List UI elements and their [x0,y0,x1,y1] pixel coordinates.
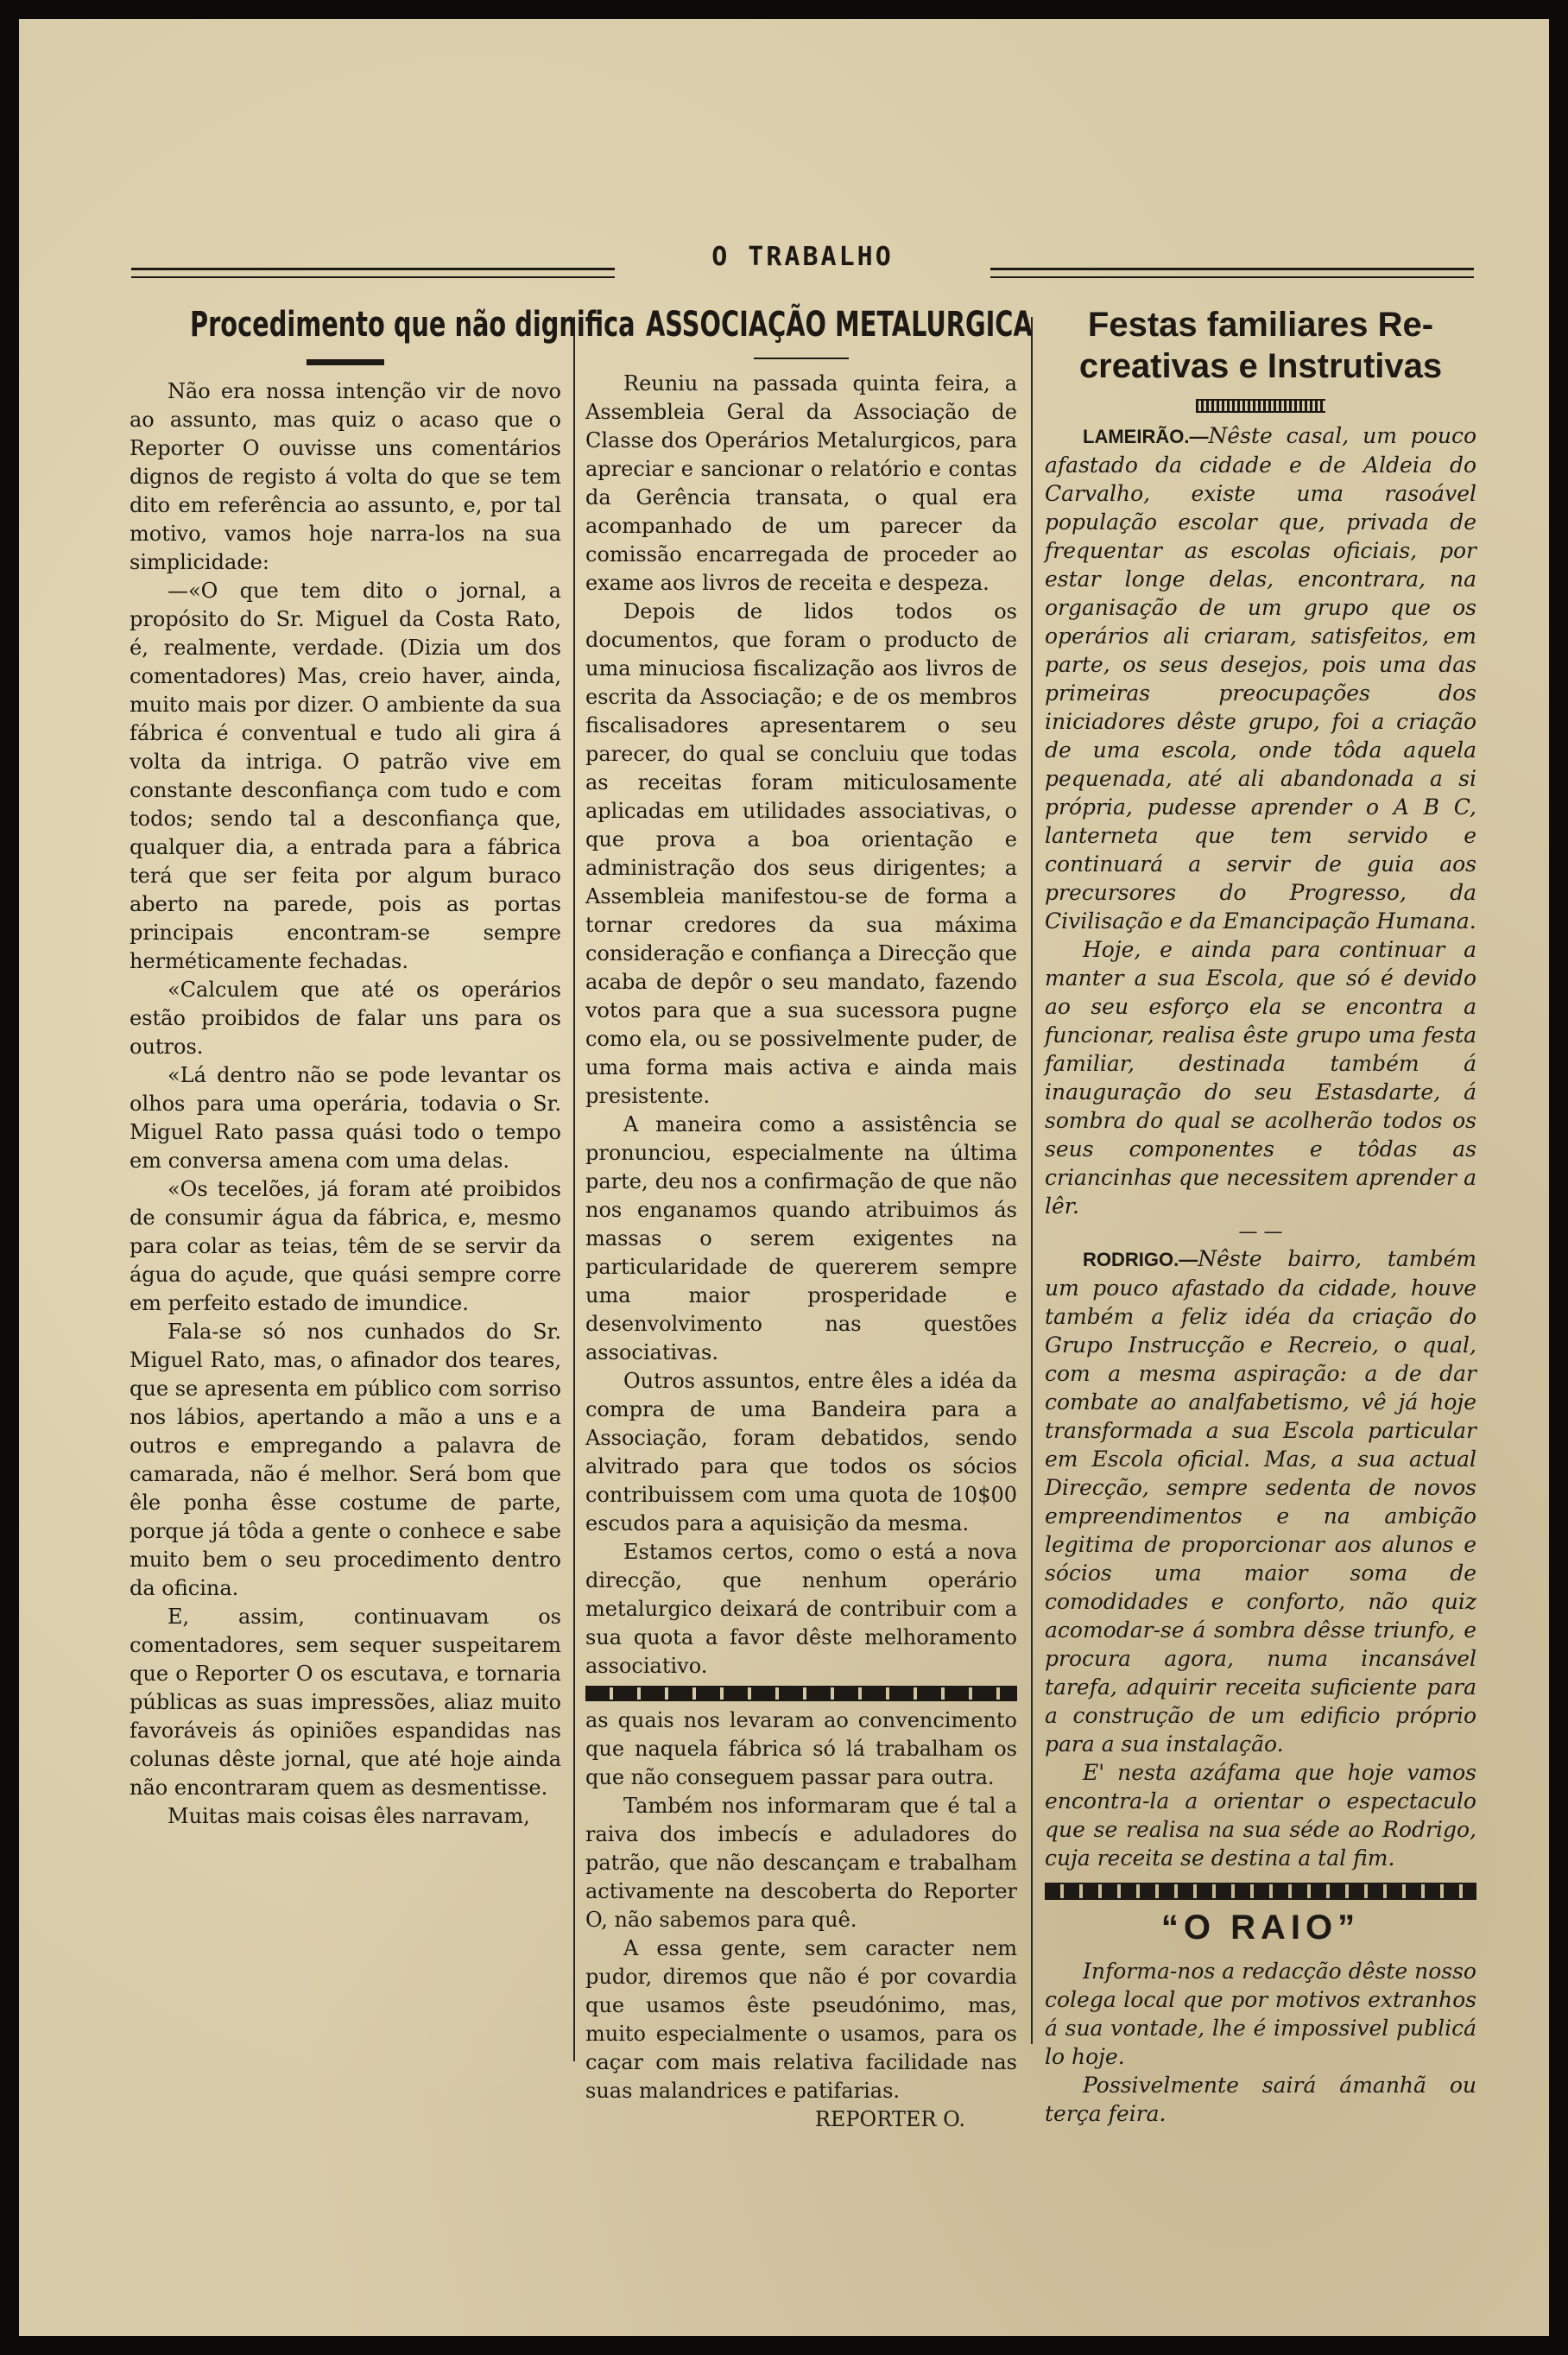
paragraph: «Os tecelões, já foram até proibidos de consumir água da fábrica, e, mesmo para colar as teias, têm de se servir da água do açude, que quási sempre corre em perfeito estado de imundice. [130,1177,561,1315]
place-name: LAMEIRÃO.— [1083,426,1209,447]
paragraph: A essa gente, sem caracter nem pudor, diremos que não é por covardia que usamos êste pseudónimo, mas, muito especialmente o usamos, para os caçar com mais relativa facilidade nas suas malandrices e patifarias. [585,1936,1017,2103]
paragraph: E, assim, continuavam os comentadores, sem sequer suspeitarem que o Reporter O os escutava, e tornaria públicas as suas impressões, aliaz muito favoráveis ás opiniões espandidas nas colunas dêste jornal, que até hoje ainda não encontraram quem as desmentisse. [130,1605,561,1800]
ornamental-border [585,1686,1017,1701]
newspaper-name: O TRABALHO [711,242,894,272]
paragraph: Informa-nos a redacção dêste nosso colega local que por motivos extranhos á sua vontade, lhe é impossivel publicá lo hoje. [1045,1959,1476,2069]
paragraph-text: Nêste casal, um pouco afastado da cidade e de Aldeia do Carvalho, existe uma rasoável população escolar que, privada de frequentar as escolas oficiais, por estar longe delas, encontrara, na organisação de um grupo que os operários ali criaram, satisfeitos, em parte, os seus desejos, pois uma das primeiras preocupações dos iniciadores dêste grupo, foi a criação de uma escola, onde tôda aquela pequenada, até ali abandonada a si própria, pudesse aprender o A B C, lanterneta que tem servido e continuará a servir de guia aos precursores do Progresso, da Civilisação e da Emancipação Humana. [1045,423,1476,934]
raio-title: “O RAIO” [1160,1909,1361,1947]
paragraph: Reuniu na passada quinta feira, a Assembleia Geral da Associação de Classe dos Operários Metalurgicos, para apreciar e sancionar o relatório e contas da Gerência transata, o qual era acompanhado de um parecer da comissão encarregada de proceder ao exame aos livros de receita e despeza. [585,371,1017,595]
paragraph: Não era nossa intenção vir de novo ao assunto, mas quiz o acaso que o Reporter O ouvisse uns comentários dignos de registo á volta do que se tem dito em referência ao assunto, e, por tal motivo, vamos hoje narra-los na sua simplicidade: [130,379,561,574]
separator: — — [1238,1221,1283,1243]
ornamental-border [1045,1883,1476,1900]
masthead [131,242,1474,285]
paragraph-rodrigo [1045,1244,1476,1758]
paragraph: «Calculem que até os operários estão proibidos de falar uns para os outros. [130,978,561,1059]
article-title-line1: Festas familiares Re- [1087,306,1434,344]
newspaper-page [19,19,1549,2336]
article-title-line2: creativas e Instrutivas [1078,347,1443,385]
article-associacao [585,304,1033,2131]
paragraph-lameirao [1045,421,1476,935]
paragraph: Também nos informaram que é tal a raiva dos imbecís e aduladores do patrão, que não descançam e trabalham activamente na descoberta do Reporter O, não sabemos para quê. [585,1794,1017,1932]
column-divider [573,317,575,2061]
masthead-rule-right [990,268,1474,278]
paragraph: Hoje, e ainda para continuar a manter a sua Escola, que só é devido ao seu esforço ela se encontra a funcionar, realisa êste grupo uma festa familiar, destinada também á inauguração do seu Estasdarte, á sombra do qual se acolherão todos os seus componentes e tôdas as criancinhas que necessitem aprender a lêr. [1045,937,1476,1219]
article-procedimento [130,304,635,2111]
paragraph: «Lá dentro não se pode levantar os olhos para uma operária, todavia o Sr. Miguel Rato passa quási todo o tempo em conversa amena com uma delas. [130,1063,561,1173]
paragraph: Outros assuntos, entre êles a idéa da compra de uma Bandeira para a Associação, foram debatidos, sendo alvitrado para que todos os sócios contribuissem com uma quota de 10$00 escudos para a aquisição da mesma. [585,1369,1017,1535]
title-ornament [1196,399,1325,413]
paragraph: Possivelmente sairá ámanhã ou terça feira. [1045,2073,1476,2126]
title-dash [754,358,849,359]
place-name: RODRIGO.— [1083,1249,1198,1270]
paragraph: Muitas mais coisas êles narravam, [168,1804,530,1828]
article-title: Procedimento que não dignifica [190,305,635,345]
paragraph: Depois de lidos todos os documentos, que foram o producto de uma minuciosa fiscalização aos livros de escrita da Associação; e de os membros fiscalisadores apresentarem o seu parecer, do qual se concluiu que todas as receitas foram miticulosamente aplicadas em utilidades associativas, o que prova a boa orientação e administração dos seus dirigentes; a Assembleia manifestou-se de forma a tornar credores da sua máxima consideração e confiança a Direcção que acaba de depôr o seu mandato, fazendo votos para que a sua sucessora pugne como ela, ou se possivelmente puder, de uma forma mais activa e ainda mais presistente. [585,599,1017,1108]
title-dash [307,359,384,365]
paragraph-text: Nêste bairro, também um pouco afastado da cidade, houve também a feliz idéa da criação do Grupo Instrucção e Recreio, o qual, com a mesma aspiração: a de dar combate ao analfabetismo, vê já hoje transformada a sua Escola particular em Escola oficial. Mas, a sua actual Direcção, sempre sedenta de novos empreendimentos e na ambição legitima de proporcionar aos alunos e sócios uma maior soma de comodidades e conforto, não quiz acomodar-se á sombra dêsse triunfo, e procura agora, numa incansável tarefa, adquirir receita suficiente para a construção de um edificio próprio para a sua instalação. [1045,1246,1476,1757]
paragraph: —«O que tem dito o jornal, a propósito do Sr. Miguel da Costa Rato, é, realmente, verdade. (Dizia um dos comentadores) Mas, creio haver, ainda, muito mais por dizer. O ambiente da sua fábrica é conventual e tudo ali gira á volta da intriga. O patrão vive em constante desconfiança com tudo e com todos; sendo tal a desconfiança que, qualquer dia, a entrada para a fábrica terá que ser feita por algum buraco aberto na parede, pois as portas principais encontram-se sempre herméticamente fechadas. [130,579,561,973]
paragraph: as quais nos levaram ao convencimento que naquela fábrica só lá trabalham os que não conseguem passar para outra. [585,1708,1017,1789]
column-divider [1031,317,1033,2044]
article-title: ASSOCIAÇÃO METALURGICA [646,305,1033,345]
paragraph: Estamos certos, como o está a nova direcção, que nenhum operário metalurgico deixará de contribuir com a sua quota a favor dêste melhoramento associativo. [585,1540,1017,1678]
paragraph: E' nesta azáfama que hoje vamos encontra-la a orientar o espectaculo que se realisa na sua séde ao Rodrigo, cuja receita se destina a tal fim. [1045,1760,1476,1871]
paragraph: A maneira como a assistência se pronunciou, especialmente na última parte, deu nos a confirmação de que não nos enganamos quando atribuimos ás massas o serem exigentes na particularidade de quererem sempre uma maior prosperidade e desenvolvimento nas questões associativas. [585,1112,1017,1364]
paragraph: Fala-se só nos cunhados do Sr. Miguel Rato, mas, o afinador dos teares, que se apresenta em público com sorriso nos lábios, apertando a mão a uns e a outros e empregando a palavra de camarada, não é melhor. Será bom que êle ponha êsse costume de parte, porque já tôda a gente o conhece e sabe muito bem o seu procedimento dentro da oficina. [130,1320,561,1600]
article-festas [1045,304,1476,2126]
signature: REPORTER O. [814,2107,965,2131]
masthead-rule-left [131,268,615,278]
